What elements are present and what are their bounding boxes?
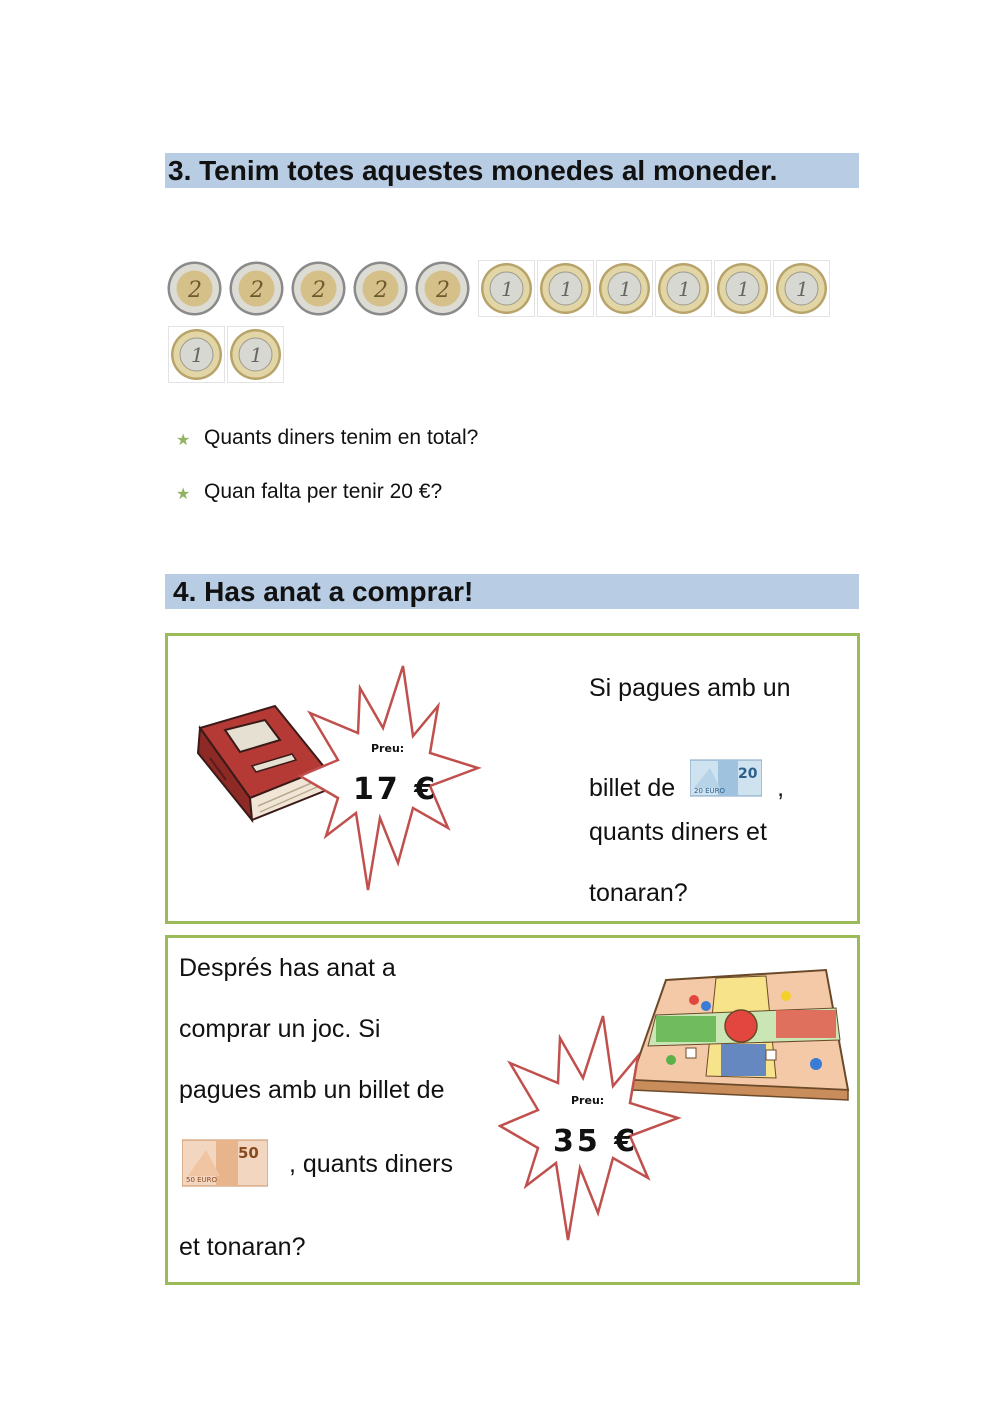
- question-line: et tonaran?: [179, 1233, 306, 1261]
- svg-text:50: 50: [238, 1144, 259, 1162]
- question-line: billet de 20 20 EURO ,: [589, 758, 784, 803]
- price-value: 35 €: [553, 1124, 639, 1159]
- one-euro-coin-icon: [227, 326, 284, 383]
- two-euro-coin-icon: [166, 260, 223, 317]
- one-euro-coin-icon: [655, 260, 712, 317]
- two-euro-coin-icon: [228, 260, 285, 317]
- question-line: Després has anat a: [179, 954, 396, 982]
- one-euro-coin-icon: [773, 260, 830, 317]
- one-euro-coin-icon: [596, 260, 653, 317]
- section-3-title: 3. Tenim totes aquestes monedes al moneder.: [168, 155, 778, 186]
- question-line: comprar un joc. Si: [179, 1015, 381, 1043]
- fifty-euro-banknote-icon: [182, 1138, 268, 1193]
- svg-text:2: 2: [188, 278, 202, 303]
- purchase-game-card: [165, 935, 860, 1285]
- price-starburst: [498, 1008, 683, 1248]
- svg-text:20 EURO: 20 EURO: [694, 787, 726, 795]
- svg-text:2: 2: [312, 278, 326, 303]
- two-euro-coin-icon: [414, 260, 471, 317]
- question-line: 50 50 EURO , quants diners: [182, 1138, 453, 1193]
- question-line: quants diners et: [589, 818, 767, 846]
- question-line: Si pagues amb un: [589, 674, 791, 702]
- one-euro-coin-icon: [714, 260, 771, 317]
- svg-text:1: 1: [737, 277, 750, 301]
- svg-text:2: 2: [374, 278, 388, 303]
- svg-text:1: 1: [678, 277, 691, 301]
- price-label: Preu:: [371, 742, 405, 755]
- twenty-euro-banknote-icon: [690, 758, 762, 803]
- svg-text:20: 20: [738, 766, 758, 782]
- svg-text:2: 2: [436, 278, 450, 303]
- star-bullet-icon: ★: [176, 432, 191, 449]
- svg-text:1: 1: [619, 277, 632, 301]
- purchase-book-card: [165, 633, 860, 924]
- section-3-header: [165, 153, 859, 188]
- question-line: pagues amb un billet de: [179, 1076, 445, 1104]
- svg-text:50 EURO: 50 EURO: [186, 1176, 218, 1184]
- two-euro-coin-icon: [352, 260, 409, 317]
- svg-text:1: 1: [191, 343, 204, 367]
- price-value: 17 €: [353, 772, 439, 807]
- one-euro-coin-icon: [537, 260, 594, 317]
- star-bullet-icon: ★: [176, 486, 191, 503]
- price-label: Preu:: [571, 1094, 605, 1107]
- one-euro-coin-icon: [168, 326, 225, 383]
- svg-text:1: 1: [796, 277, 809, 301]
- section-4-header: [165, 574, 859, 609]
- svg-text:1: 1: [501, 277, 514, 301]
- svg-text:2: 2: [250, 278, 264, 303]
- svg-text:1: 1: [250, 343, 263, 367]
- section-4-title: 4. Has anat a comprar!: [173, 576, 474, 607]
- price-starburst: [298, 658, 483, 898]
- two-euro-coin-icon: [290, 260, 347, 317]
- one-euro-coin-icon: [478, 260, 535, 317]
- question-line: tonaran?: [589, 879, 688, 907]
- svg-text:1: 1: [560, 277, 573, 301]
